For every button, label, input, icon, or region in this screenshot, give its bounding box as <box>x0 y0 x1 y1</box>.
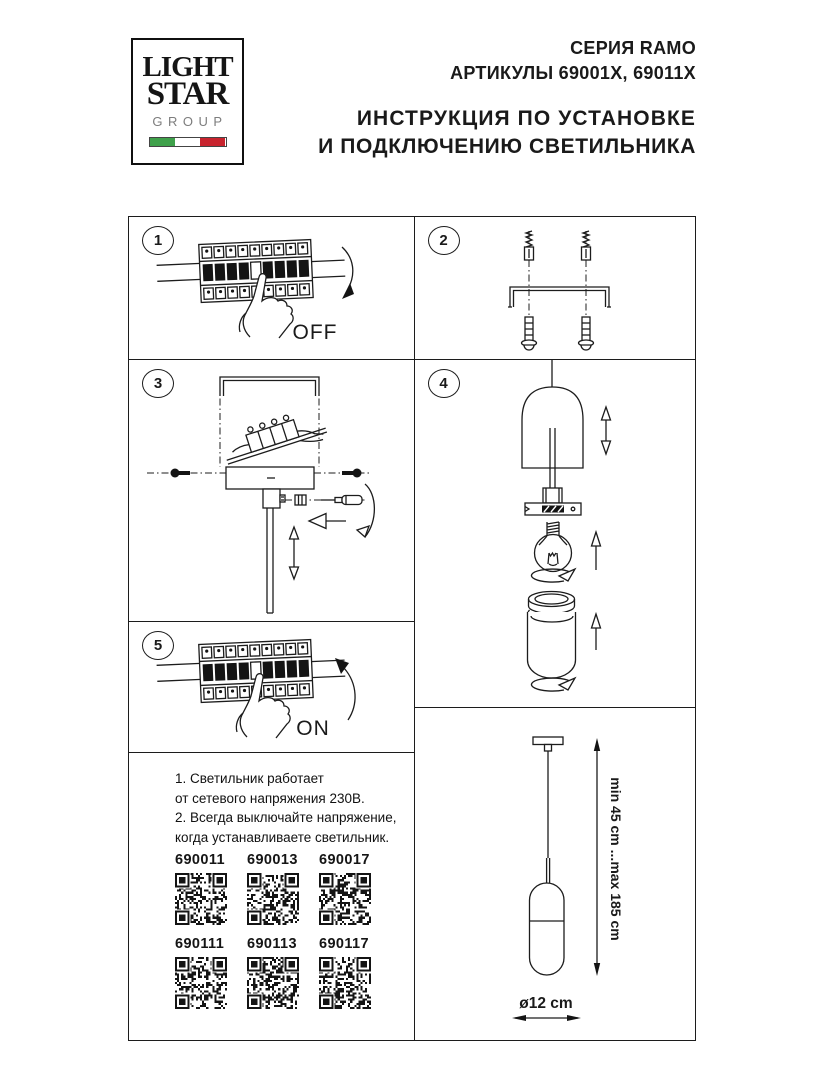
pendant-dimensions-diagram <box>415 708 695 1039</box>
logo-word-star: STAR <box>146 76 229 112</box>
canopy-mounting-diagram <box>129 360 414 621</box>
step1-number: 1 <box>153 232 163 249</box>
light-bulb-icon <box>534 522 571 572</box>
qr-code <box>247 873 299 925</box>
off-label: OFF <box>292 321 338 344</box>
circuit-breaker-row <box>156 238 346 304</box>
side-screw-icon <box>342 468 362 477</box>
left-arrow-icon <box>309 513 346 528</box>
qr-code <box>247 957 299 1009</box>
article-number: 690011 <box>175 852 225 869</box>
step4-panel <box>414 359 697 709</box>
side-screw-icon <box>171 468 191 477</box>
qr-code <box>175 957 227 1009</box>
article-qr-grid <box>175 852 400 1020</box>
pendant-assembly-diagram <box>415 360 695 707</box>
mounting-hardware-diagram <box>415 217 695 358</box>
cable-stop-icon <box>295 495 306 505</box>
lightstar-logo <box>131 38 244 165</box>
screw-icon <box>581 231 590 260</box>
step3-panel <box>128 359 415 623</box>
logo-word-light: LIGHT <box>142 51 233 83</box>
on-label: ON <box>296 717 330 741</box>
qr-item <box>247 936 299 1009</box>
breaker-on-diagram <box>129 622 414 752</box>
instruction-title-line2: И ПОДКЛЮЧЕНИЮ СВЕТИЛЬНИКА <box>318 135 696 158</box>
flag-green-stripe <box>150 138 175 146</box>
series-title: СЕРИЯ RAMO <box>570 38 696 58</box>
screw-icon <box>524 231 533 260</box>
up-down-arrow-icon <box>290 527 299 579</box>
article-number: 690017 <box>319 852 370 869</box>
diameter-dimension-label: ø12 cm <box>518 995 573 1013</box>
canopy-dome-icon <box>522 387 583 468</box>
instruction-title-line1: ИНСТРУКЦИЯ ПО УСТАНОВКЕ <box>356 107 696 130</box>
wall-anchor-icon <box>578 317 593 350</box>
note-line: 2. Всегда выключайте напряжение, <box>175 810 397 826</box>
note-line: когда устанавливаете светильник. <box>175 829 390 845</box>
mounting-bracket-icon <box>508 287 611 307</box>
rotation-arrow-icon <box>531 678 575 691</box>
suspension-rod-icon <box>267 508 273 613</box>
flag-red-stripe <box>200 138 225 146</box>
canopy-bar-icon <box>226 467 314 489</box>
document-title <box>318 36 696 161</box>
terminal-block-icon <box>219 404 329 469</box>
height-dimension-label: min 45 cm ...max 185 cm <box>607 777 624 941</box>
note-line: от сетевого напряжения 230В. <box>175 790 365 806</box>
step2-number: 2 <box>439 232 448 249</box>
article-number: 690111 <box>175 936 225 953</box>
qr-item <box>319 936 371 1009</box>
flag-white-stripe <box>175 138 200 146</box>
qr-code <box>319 873 371 925</box>
step5-panel <box>128 621 415 754</box>
socket-plate-icon <box>525 503 581 515</box>
article-number: 690113 <box>247 936 297 953</box>
instruction-grid <box>128 216 696 1041</box>
qr-code <box>319 957 371 1009</box>
step2-panel <box>414 216 697 360</box>
dimensions-panel <box>414 707 697 1041</box>
note-line: 1. Светильник работает <box>175 771 324 787</box>
rotation-arrow-icon <box>357 484 374 537</box>
italy-flag-icon <box>149 137 227 147</box>
article-number: 690013 <box>247 852 298 869</box>
safety-notes <box>175 769 396 847</box>
notes-panel <box>128 752 415 1041</box>
breaker-off-diagram <box>129 217 414 358</box>
step4-number: 4 <box>439 374 448 392</box>
up-arrow-icon <box>591 614 600 650</box>
step3-number: 3 <box>153 374 163 392</box>
cord-grip-icon <box>543 488 562 503</box>
qr-item <box>247 852 299 925</box>
cylinder-shade-icon <box>527 591 575 678</box>
articles-title: АРТИКУЛЫ 69001X, 69011X <box>450 63 696 83</box>
step5-number: 5 <box>153 637 163 655</box>
qr-item <box>175 936 227 1009</box>
screwdriver-icon <box>321 495 362 504</box>
turn-off-arrow-icon <box>342 247 354 299</box>
turn-on-arrow-icon <box>335 658 355 720</box>
pendant-lamp-icon <box>529 737 564 975</box>
logo-word-group: GROUP <box>152 114 228 129</box>
up-down-arrow-icon <box>601 407 610 454</box>
diameter-dimension-arrow <box>512 1015 581 1021</box>
height-dimension-arrow <box>593 738 599 976</box>
ceiling-bracket-icon <box>220 377 319 396</box>
wall-anchor-icon <box>521 317 536 350</box>
up-arrow-icon <box>591 532 600 570</box>
qr-code <box>175 873 227 925</box>
article-number: 690117 <box>319 936 369 953</box>
qr-item <box>175 852 227 925</box>
step1-panel <box>128 216 415 360</box>
qr-item <box>319 852 371 925</box>
cord-lock-icon <box>263 489 285 508</box>
